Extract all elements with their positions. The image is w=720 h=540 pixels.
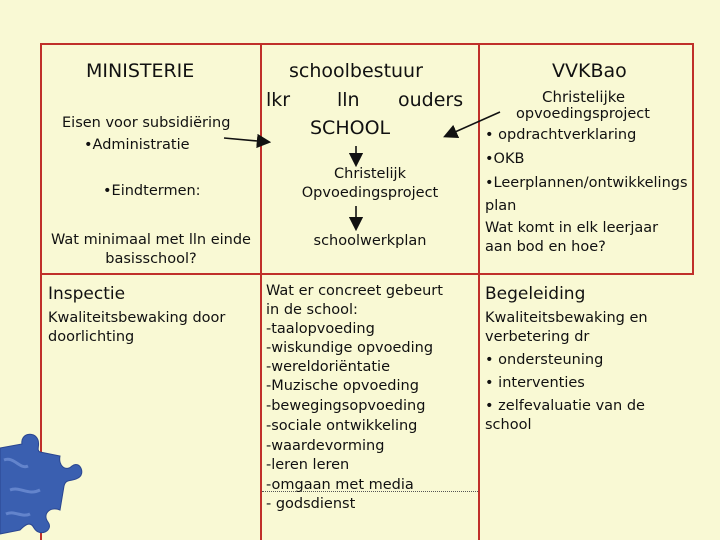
concreet-line: -Muzische opvoeding <box>266 378 419 394</box>
begeleiding-line: school <box>485 417 532 433</box>
christelijk-line2: Opvoedingsproject <box>301 185 439 201</box>
schoolbestuur-ouders: ouders <box>398 89 464 111</box>
vvkbao-item: aan bod en hoe? <box>485 239 606 255</box>
schoolbestuur-lkr: lkr <box>266 89 291 111</box>
vvkbao-item: Wat komt in elk leerjaar <box>485 220 659 236</box>
concreet-line: -sociale ontwikkeling <box>266 418 418 434</box>
concreet-line: Wat er concreet gebeurt <box>266 283 443 299</box>
ministerie-wat-minimaal-2: basisschool? <box>105 251 197 267</box>
ministerie-title: MINISTERIE <box>86 60 195 82</box>
begeleiding-line: • zelfevaluatie van de <box>485 398 645 414</box>
concreet-line: -wereldoriëntatie <box>266 359 390 375</box>
inspectie-title: Inspectie <box>48 284 126 304</box>
christelijk-line1: Christelijk <box>334 166 406 182</box>
concreet-line: -waardevorming <box>266 438 385 454</box>
schoolbestuur-lln: lln <box>337 89 360 111</box>
vvkbao-item: •Leerplannen/ontwikkelings <box>485 175 688 191</box>
concreet-line: -leren leren <box>266 457 350 473</box>
concreet-line: -taalopvoeding <box>266 321 375 337</box>
vvkbao-item: plan <box>485 198 517 214</box>
begeleiding-line: • interventies <box>485 375 585 391</box>
concreet-line: - godsdienst <box>266 496 356 512</box>
arrow-icon <box>224 138 268 142</box>
inspectie-desc-1: Kwaliteitsbewaking door <box>48 310 226 326</box>
ministerie-eisen: Eisen voor subsidiëring <box>62 115 231 131</box>
vvkbao-christelijke-1: Christelijke <box>542 88 626 106</box>
vvkbao-christelijke-2: opvoedingsproject <box>516 106 650 122</box>
vvkbao-item: • opdrachtverklaring <box>485 127 637 143</box>
schoolbestuur-title: schoolbestuur <box>289 60 423 82</box>
inspectie-desc-2: doorlichting <box>48 329 135 345</box>
begeleiding-line: • ondersteuning <box>485 352 604 368</box>
begeleiding-title: Begeleiding <box>485 284 586 304</box>
begeleiding-line: verbetering dr <box>485 329 590 345</box>
concreet-line: in de school: <box>266 302 358 318</box>
concreet-line: -bewegingsopvoeding <box>266 398 426 414</box>
concreet-line: -wiskundige opvoeding <box>266 340 434 356</box>
begeleiding-line: Kwaliteitsbewaking en <box>485 310 648 326</box>
ministerie-administratie: •Administratie <box>84 137 190 153</box>
puzzle-piece-icon <box>0 430 90 540</box>
vvkbao-item: •OKB <box>485 151 525 167</box>
concreet-line: -omgaan met media <box>266 477 414 493</box>
schoolwerkplan: schoolwerkplan <box>313 233 427 249</box>
schoolbestuur-school: SCHOOL <box>310 117 391 139</box>
ministerie-wat-minimaal-1: Wat minimaal met lln einde <box>51 232 251 248</box>
vvkbao-title: VVKBao <box>552 60 627 82</box>
ministerie-eindtermen: •Eindtermen: <box>103 183 201 199</box>
